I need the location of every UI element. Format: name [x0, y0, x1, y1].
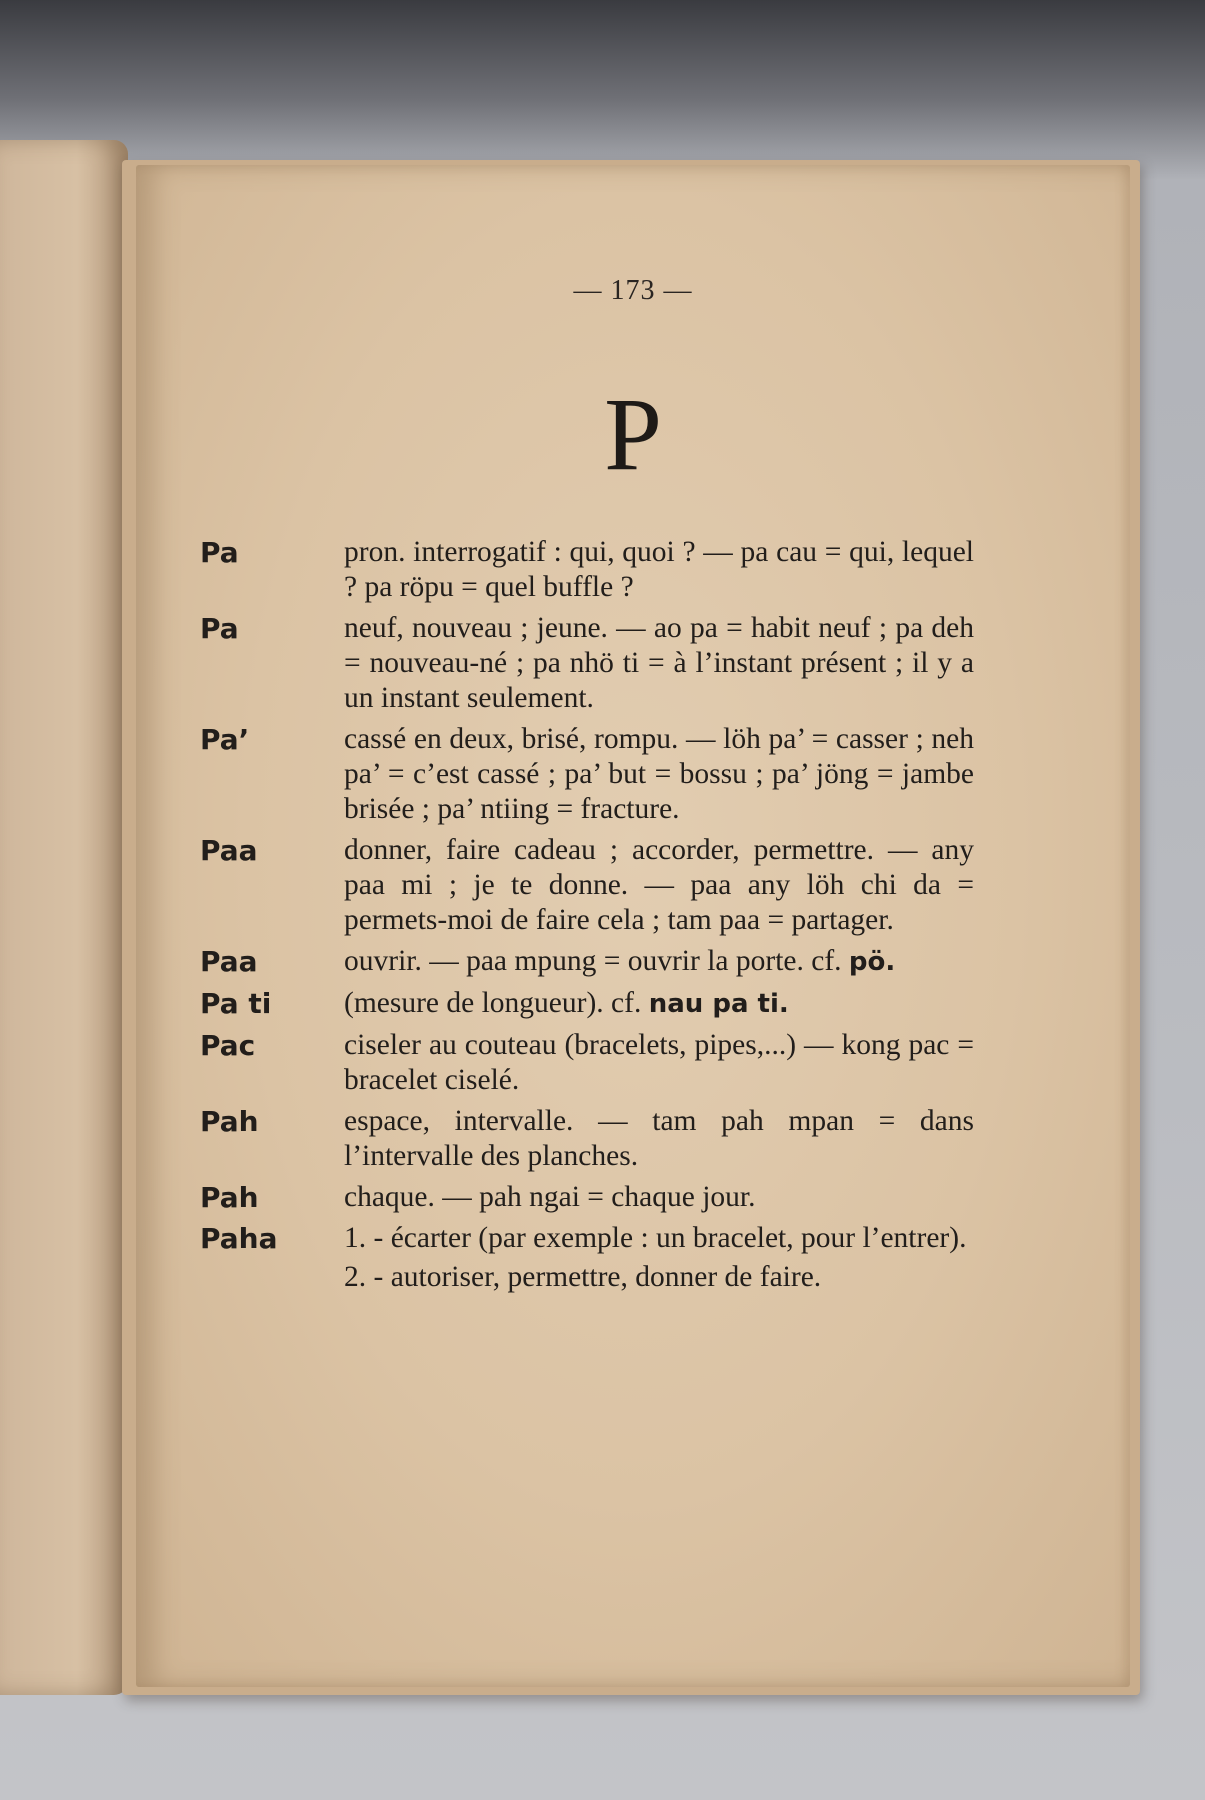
dictionary-entry [200, 1028, 1120, 1098]
definition: pron. interrogatif : qui, quoi ? — pa cau = qui, lequel ? pa röpu = quel buffle ? [344, 536, 974, 603]
dictionary-entry [200, 535, 1120, 605]
sense-2: 2. - autoriser, permettre, donner de faire. [344, 1261, 822, 1293]
definition: neuf, nouveau ; jeune. — ao pa = habit neuf ; pa deh = nouveau-né ; pa nhö ti = à l’instant présent ; il y a un instant seulement. [344, 612, 974, 714]
right-page [136, 165, 1130, 1687]
definition: donner, faire cadeau ; accorder, permettre. — any paa mi ; je te donne. — paa any löh chi da = permets-moi de faire cela ; tam paa = partager. [344, 834, 974, 936]
dictionary-entry [200, 1180, 1120, 1215]
dictionary-entry [200, 833, 1120, 938]
headword: Pa’ [200, 723, 250, 756]
dictionary-entry [200, 722, 1120, 827]
definition: ciseler au couteau (bracelets, pipes,...) — kong pac = bracelet ciselé. [344, 1029, 974, 1096]
definition: espace, intervalle. — tam pah mpan = dans l’intervalle des planches. [344, 1105, 974, 1172]
definition-text: ouvrir. — paa mpung = ouvrir la porte. cf. [344, 945, 842, 977]
dictionary-entry [200, 986, 1120, 1022]
definition: chaque. — pah ngai = chaque jour. [344, 1181, 756, 1213]
dictionary-entries [200, 535, 1120, 1301]
page-number: — 173 — [573, 275, 693, 306]
section-letter: P [604, 377, 662, 492]
headword: Pah [200, 1105, 259, 1138]
dictionary-entry [200, 1221, 1120, 1295]
definition [344, 1221, 974, 1295]
headword: Pa [200, 536, 239, 569]
definition-text: (mesure de longueur). cf. [344, 987, 642, 1019]
dictionary-entry [200, 944, 1120, 980]
sense-1: 1. - écarter (par exemple : un bracelet, pour l’entrer). [344, 1222, 967, 1254]
definition [344, 986, 974, 1022]
headword: Pa ti [200, 987, 272, 1020]
headword: Pac [200, 1029, 256, 1062]
headword: Pa [200, 612, 239, 645]
headword: Pah [200, 1181, 259, 1214]
headword: Paa [200, 834, 258, 867]
headword: Paa [200, 945, 258, 978]
dictionary-entry [200, 611, 1120, 716]
definition: cassé en deux, brisé, rompu. — löh pa’ = casser ; neh pa’ = c’est cassé ; pa’ but = bossu ; pa’ jöng = jambe brisée ; pa’ ntiing = fracture. [344, 723, 974, 825]
left-page [0, 140, 128, 1695]
definition [344, 944, 974, 980]
headword: Paha [200, 1222, 278, 1255]
dictionary-entry [200, 1104, 1120, 1174]
cross-reference: nau pa ti. [648, 989, 789, 1019]
cross-reference: pö. [848, 947, 896, 977]
background-shadow [0, 0, 1205, 180]
